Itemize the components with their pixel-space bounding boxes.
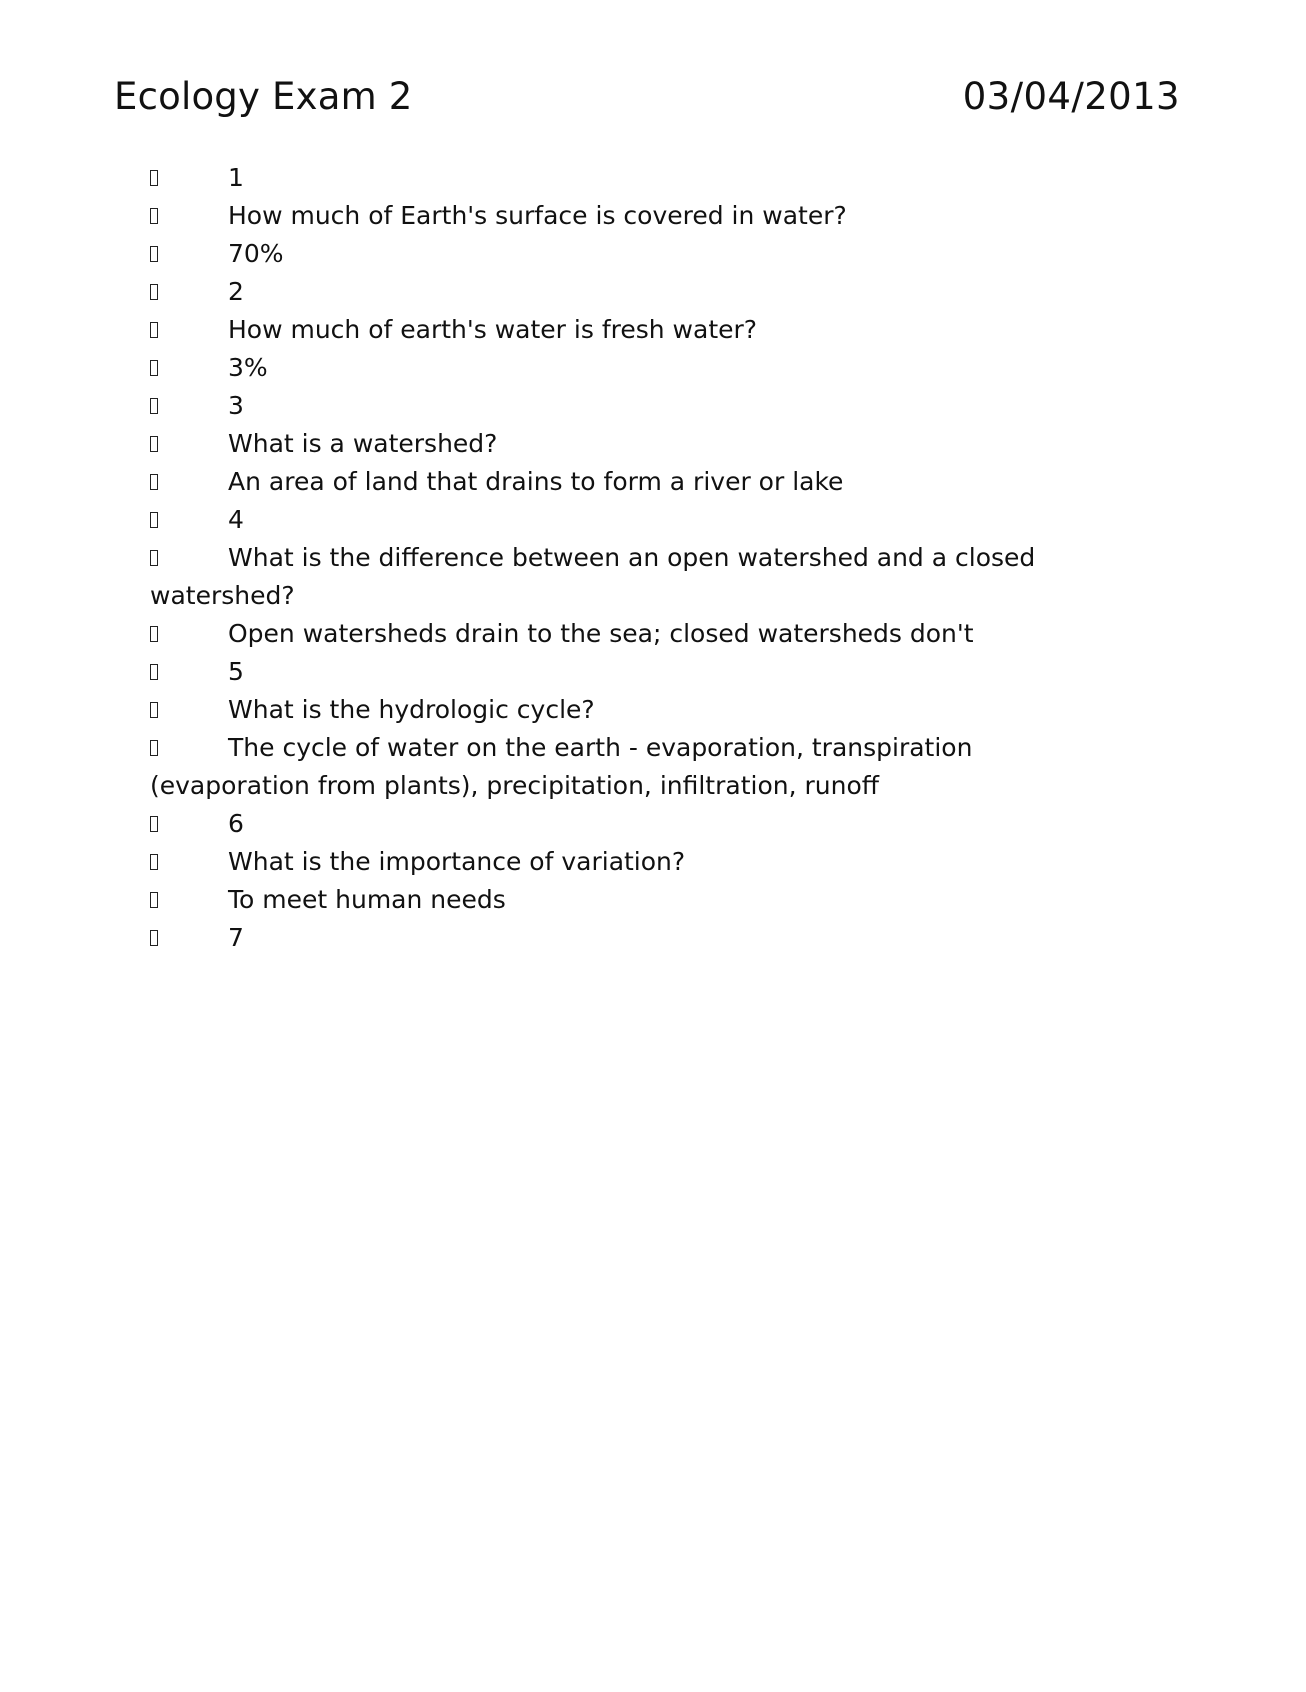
missing-glyph-bullet-icon bbox=[150, 691, 164, 729]
list-item bbox=[150, 197, 1110, 235]
document-header bbox=[114, 72, 1180, 122]
list-item-text: 4 bbox=[228, 505, 244, 534]
missing-glyph-bullet-icon bbox=[150, 273, 164, 311]
list-item-text: 7 bbox=[228, 923, 244, 952]
list-item-text: 6 bbox=[228, 809, 244, 838]
list-item-text: 3 bbox=[228, 391, 244, 420]
list-item-text: Open watersheds drain to the sea; closed watersheds don't bbox=[228, 619, 974, 648]
list-item-text: 3% bbox=[228, 353, 268, 382]
list-item bbox=[150, 159, 1110, 197]
list-item-text: What is a watershed? bbox=[228, 429, 498, 458]
list-item bbox=[150, 691, 1110, 729]
question-answer-list bbox=[150, 159, 1110, 957]
missing-glyph-bullet-icon bbox=[150, 311, 164, 349]
list-item bbox=[150, 805, 1110, 843]
list-item bbox=[150, 425, 1110, 463]
missing-glyph-bullet-icon bbox=[150, 805, 164, 843]
missing-glyph-bullet-icon bbox=[150, 919, 164, 957]
list-item-text: 5 bbox=[228, 657, 244, 686]
missing-glyph-bullet-icon bbox=[150, 197, 164, 235]
document-date: 03/04/2013 bbox=[962, 75, 1180, 118]
document-title: Ecology Exam 2 bbox=[114, 75, 413, 118]
list-item-text: To meet human needs bbox=[228, 885, 506, 914]
missing-glyph-bullet-icon bbox=[150, 425, 164, 463]
missing-glyph-bullet-icon bbox=[150, 235, 164, 273]
list-item-text: How much of Earth's surface is covered in water? bbox=[228, 201, 847, 230]
list-item-text: How much of earth's water is fresh water? bbox=[228, 315, 758, 344]
missing-glyph-bullet-icon bbox=[150, 729, 164, 767]
list-item bbox=[150, 273, 1110, 311]
missing-glyph-bullet-icon bbox=[150, 653, 164, 691]
missing-glyph-bullet-icon bbox=[150, 501, 164, 539]
list-item-text: An area of land that drains to form a river or lake bbox=[228, 467, 844, 496]
list-item bbox=[150, 311, 1110, 349]
list-item bbox=[150, 881, 1110, 919]
missing-glyph-bullet-icon bbox=[150, 881, 164, 919]
list-item-text: 70% bbox=[228, 239, 284, 268]
list-item bbox=[150, 653, 1110, 691]
list-item bbox=[150, 387, 1110, 425]
list-item bbox=[150, 919, 1110, 957]
missing-glyph-bullet-icon bbox=[150, 539, 164, 577]
missing-glyph-bullet-icon bbox=[150, 349, 164, 387]
list-item bbox=[150, 349, 1110, 387]
list-item bbox=[150, 843, 1110, 881]
list-item-text: 2 bbox=[228, 277, 244, 306]
list-item-text: What is the difference between an open watershed and a closed watershed? bbox=[150, 543, 1036, 610]
list-item-text: 1 bbox=[228, 163, 244, 192]
list-item bbox=[150, 615, 1110, 653]
list-item-text: What is the hydrologic cycle? bbox=[228, 695, 595, 724]
list-item bbox=[150, 463, 1110, 501]
list-item bbox=[150, 539, 1110, 615]
list-item-text: What is the importance of variation? bbox=[228, 847, 686, 876]
list-item bbox=[150, 235, 1110, 273]
list-item-text: The cycle of water on the earth - evaporation, transpiration (evaporation from plants), precipitation, infiltration, runoff bbox=[150, 733, 973, 800]
missing-glyph-bullet-icon bbox=[150, 463, 164, 501]
list-item bbox=[150, 501, 1110, 539]
missing-glyph-bullet-icon bbox=[150, 159, 164, 197]
missing-glyph-bullet-icon bbox=[150, 843, 164, 881]
list-item bbox=[150, 729, 1110, 805]
missing-glyph-bullet-icon bbox=[150, 387, 164, 425]
missing-glyph-bullet-icon bbox=[150, 615, 164, 653]
